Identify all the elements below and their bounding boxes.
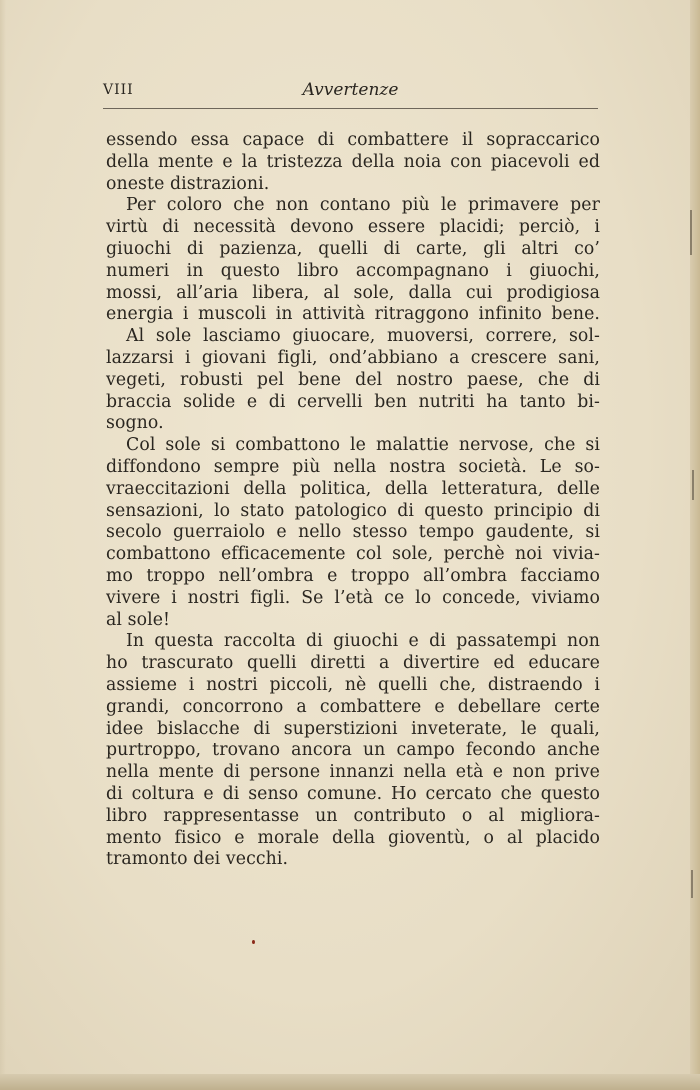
text-line: di coltura e di senso comune. Ho cercato che questo bbox=[106, 783, 600, 804]
text-line: sogno. bbox=[106, 413, 164, 434]
text-line: nella mente di persone innanzi nella età e non prive bbox=[106, 762, 600, 783]
text-line: oneste distrazioni. bbox=[106, 173, 270, 194]
text-line: vraeccitazioni della politica, della letteratura, delle bbox=[106, 478, 600, 499]
margin-mark bbox=[692, 470, 694, 500]
text-line: mo troppo nell’ombra e troppo all’ombra facciamo bbox=[106, 565, 600, 586]
body-text bbox=[106, 130, 600, 871]
text-line: al sole! bbox=[106, 609, 171, 630]
text-line: giuochi di pazienza, quelli di carte, gli altri co’ bbox=[106, 238, 600, 259]
running-head bbox=[103, 82, 598, 109]
page-right-edge bbox=[690, 0, 700, 1090]
text-line: Col sole si combattono le malattie nervose, che si bbox=[126, 435, 600, 456]
ink-spot bbox=[252, 940, 255, 944]
text-line: Per coloro che non contano più le primavere per bbox=[126, 195, 600, 216]
text-line: idee bislacche di superstizioni inveterate, le quali, bbox=[106, 718, 600, 739]
margin-mark bbox=[690, 210, 692, 255]
text-line: secolo guerraiolo e nello stesso tempo gaudente, si bbox=[106, 522, 600, 543]
text-line: assieme i nostri piccoli, nè quelli che, distraendo i bbox=[106, 674, 600, 695]
page-number: VIII bbox=[103, 82, 134, 98]
text-line: diffondono sempre più nella nostra società. Le so- bbox=[106, 456, 600, 477]
text-line: virtù di necessità devono essere placidi; perciò, i bbox=[106, 217, 600, 238]
text-line: In questa raccolta di giuochi e di passatempi non bbox=[126, 631, 600, 652]
section-title: Avvertenze bbox=[302, 80, 399, 100]
text-line: ho trascurato quelli diretti a divertire ed educare bbox=[106, 653, 600, 674]
text-line: libro rappresentasse un contributo o al migliora- bbox=[106, 805, 600, 826]
page-bottom-edge bbox=[0, 1074, 700, 1090]
text-line: mento fisico e morale della gioventù, o al placido bbox=[106, 827, 600, 848]
text-line: energia i muscoli in attività ritraggono infinito bene. bbox=[106, 304, 600, 325]
text-line: della mente e la tristezza della noia con piacevoli ed bbox=[106, 151, 600, 172]
text-line: Al sole lasciamo giuocare, muoversi, correre, sol- bbox=[126, 326, 600, 347]
text-line: essendo essa capace di combattere il sopraccarico bbox=[106, 130, 600, 150]
text-line: sensazioni, lo stato patologico di questo principio di bbox=[106, 500, 600, 521]
text-line: vivere i nostri figli. Se l’età ce lo concede, viviamo bbox=[106, 587, 600, 608]
text-line: combattono efficacemente col sole, perchè noi vivia- bbox=[106, 544, 600, 565]
text-line: vegeti, robusti pel bene del nostro paese, che di bbox=[106, 369, 600, 390]
text-line: numeri in questo libro accompagnano i giuochi, bbox=[106, 260, 600, 281]
text-line: braccia solide e di cervelli ben nutriti ha tanto bi- bbox=[106, 391, 600, 412]
text-line: tramonto dei vecchi. bbox=[106, 849, 289, 870]
margin-mark bbox=[691, 870, 693, 898]
page-left-edge bbox=[0, 0, 6, 1090]
text-line: mossi, all’aria libera, al sole, dalla cui prodigiosa bbox=[106, 282, 600, 303]
text-line: lazzarsi i giovani figli, ond’abbiano a crescere sani, bbox=[106, 347, 600, 368]
text-line: purtroppo, trovano ancora un campo fecondo anche bbox=[106, 740, 600, 761]
text-line: grandi, concorrono a combattere e debellare certe bbox=[106, 696, 600, 717]
